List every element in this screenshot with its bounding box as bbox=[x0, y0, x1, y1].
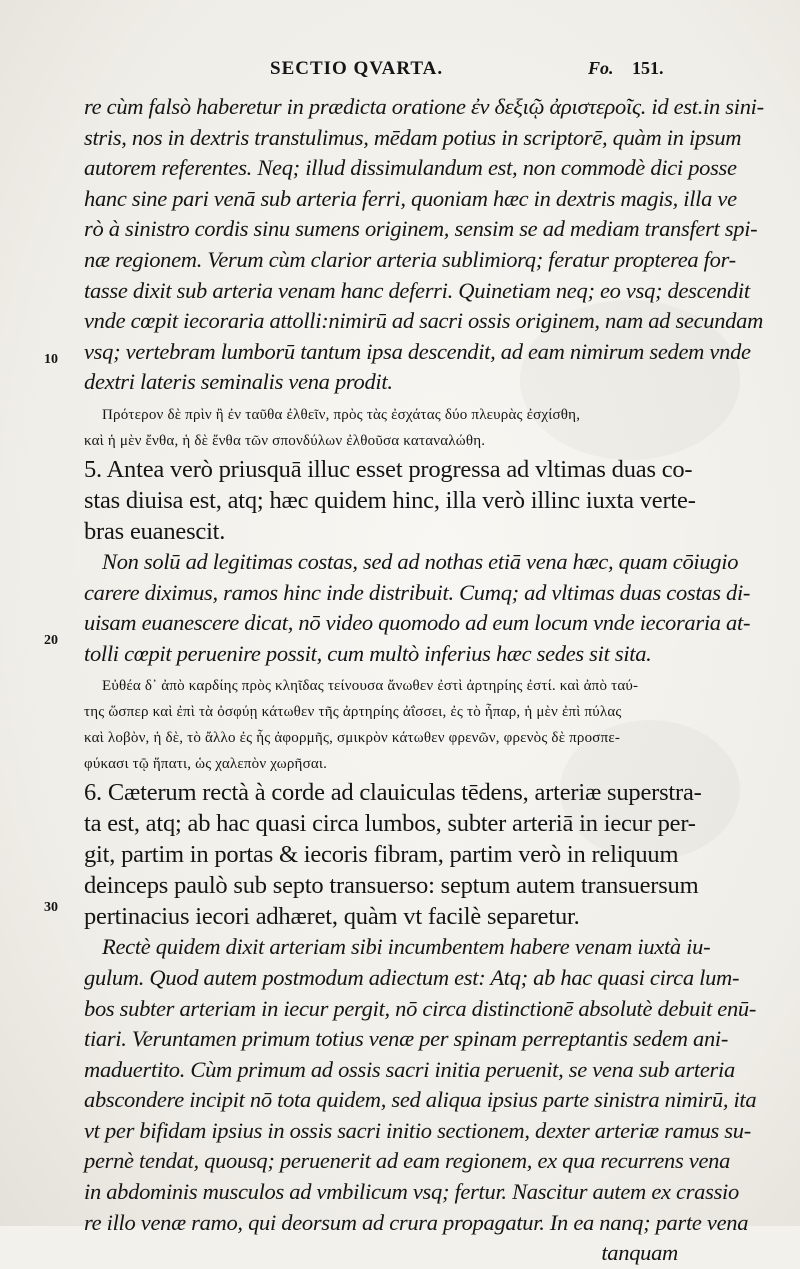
greek-quote-line: της ὥσπερ καὶ ἐπὶ τὰ ὀσφύῃ κάτωθεν τῆς ἀρτηρίης ἀΐσσει, ἐς τὸ ἧπαρ, ἡ μὲν ἐπὶ πύλας bbox=[84, 704, 622, 721]
aphorism-line: stas diuisa est, atq; hæc quidem hinc, illa verò illinc iuxta verte- bbox=[84, 486, 696, 514]
text-line: autorem referentes. Neq; illud dissimulandum est, non commodè dici posse bbox=[84, 155, 737, 181]
text-line: vsq; vertebram lumborū tantum ipsa descendit, ad eam nimirum sedem vnde bbox=[84, 338, 751, 364]
commentary-line: vt per bifidam ipsius in ossis sacri initio sectionem, dexter arteriæ ramus su- bbox=[84, 1117, 751, 1143]
commentary-line: Rectè quidem dixit arteriam sibi incumbentem habere venam iuxtà iu- bbox=[102, 934, 711, 960]
text-line: re cùm falsò haberetur in prædicta oratione ἐν δεξιῷ ἀριστεροῖς. id est.in sini- bbox=[84, 94, 764, 119]
commentary-line: uisam euanescere dicat, nō video quomodo ad eum locum vnde iecoraria at- bbox=[84, 610, 751, 636]
folio-label: Fo. bbox=[588, 58, 614, 78]
text-line: vnde cœpit iecoraria attolli:nimirū ad sacri ossis originem, nam ad secundam bbox=[84, 308, 764, 334]
aphorism-line: pertinacius iecori adhæret, quàm vt facilè separetur. bbox=[84, 903, 580, 931]
aphorism-line: 5. Antea verò priusquā illuc esset progressa ad vltimas duas co- bbox=[84, 455, 693, 483]
catchword: tanquam bbox=[601, 1240, 678, 1266]
commentary-line: in abdominis musculos ad vmbilicum vsq; fertur. Nascitur autem ex crassio bbox=[84, 1179, 739, 1205]
running-header bbox=[0, 58, 800, 84]
page-body bbox=[84, 92, 764, 1269]
text-line: dextri lateris seminalis vena prodit. bbox=[84, 369, 393, 395]
commentary-line: re illo venæ ramo, qui deorsum ad crura propagatur. In ea nanq; parte vena bbox=[84, 1209, 749, 1235]
text-line: hanc sine pari venā sub arteria ferri, quoniam hæc in dextris magis, illa ve bbox=[84, 185, 737, 211]
commentary-line: abscondere incipit nō tota quidem, sed aliqua ipsius parte sinistra nimirū, ita bbox=[84, 1087, 757, 1113]
margin-line-number: 10 bbox=[44, 352, 58, 367]
greek-quote-line: Εὐθέα δ᾽ ἀπὸ καρδίης πρὸς κληῖδας τείνουσα ἄνωθεν ἐστὶ ἀρτηρίης ἐστί. καὶ ἀπὸ ταύ- bbox=[102, 678, 639, 695]
aphorism-line: deinceps paulò sub septo transuerso: septum autem transuersum bbox=[84, 872, 699, 900]
commentary-line: Non solū ad legitimas costas, sed ad nothas etiā vena hæc, quam cōiugio bbox=[102, 548, 739, 574]
commentary-line: tolli cœpit peruenire possit, cum multò inferius hæc sedes sit sita. bbox=[84, 640, 652, 666]
margin-line-number: 20 bbox=[44, 633, 58, 648]
text-line: rò à sinistro cordis sinu sumens originem, sensim se ad mediam transfert spi- bbox=[84, 216, 758, 242]
text-line: tasse dixit sub arteria venam hanc deferri. Quinetiam neq; eo vsq; descendit bbox=[84, 277, 750, 303]
commentary-line: maduertito. Cùm primum ad ossis sacri initia peruenit, se vena sub arteria bbox=[84, 1056, 735, 1082]
commentary-line: tiari. Veruntamen primum totius venæ per spinam perreptantis sedem ani- bbox=[84, 1026, 729, 1052]
greek-quote-line: καὶ ἡ μὲν ἔνθα, ἡ δὲ ἔνθα τῶν σπονδύλων ἐλθοῦσα καταναλώθη. bbox=[84, 432, 486, 449]
folio-number: 151. bbox=[632, 58, 664, 78]
commentary-line: gulum. Quod autem postmodum adiectum est: Atq; ab hac quasi circa lum- bbox=[84, 964, 740, 990]
aphorism-line: ta est, atq; ab hac quasi circa lumbos, subter arteriā in iecur per- bbox=[84, 810, 696, 838]
greek-quote-line: καὶ λοβὸν, ἡ δὲ, τὸ ἄλλο ἐς ἧς ἀφορμῆς, σμικρὸν κάτωθεν φρενῶν, φρενὸς δὲ προσπε- bbox=[84, 730, 621, 747]
greek-quote-line: φύκασι τῷ ἥπατι, ὡς χαλεπὸν χωρῆσαι. bbox=[84, 756, 328, 773]
text-line: næ regionem. Verum cùm clarior arteria sublimiorq; feratur propterea for- bbox=[84, 246, 736, 272]
commentary-line: carere diximus, ramos hinc inde distribuit. Cumq; ad vltimas duas costas di- bbox=[84, 579, 751, 605]
greek-quote-line: Πρότερον δὲ πρὶν ἢ ἐν ταῦθα ἐλθεῖν, πρὸς τὰς ἐσχάτας δύο πλευρὰς ἐσχίσθη, bbox=[102, 406, 581, 423]
text-line: stris, nos in dextris transtulimus, mēdam potius in scriptorē, quàm in ipsum bbox=[84, 124, 742, 150]
aphorism-line: git, partim in portas & iecoris fibram, partim verò in reliquum bbox=[84, 841, 679, 869]
aphorism-line: bras euanescit. bbox=[84, 517, 226, 545]
margin-line-number: 30 bbox=[44, 900, 58, 915]
section-title: SECTIO QVARTA. bbox=[270, 58, 444, 79]
commentary-line: bos subter arteriam in iecur pergit, nō circa distinctionē absolutè debuit enū- bbox=[84, 995, 757, 1021]
commentary-line: pernè tendat, quousq; peruenerit ad eam regionem, ex qua recurrens vena bbox=[84, 1148, 731, 1174]
aphorism-line: 6. Cæterum rectà à corde ad clauiculas tēdens, arteriæ superstra- bbox=[84, 779, 702, 807]
